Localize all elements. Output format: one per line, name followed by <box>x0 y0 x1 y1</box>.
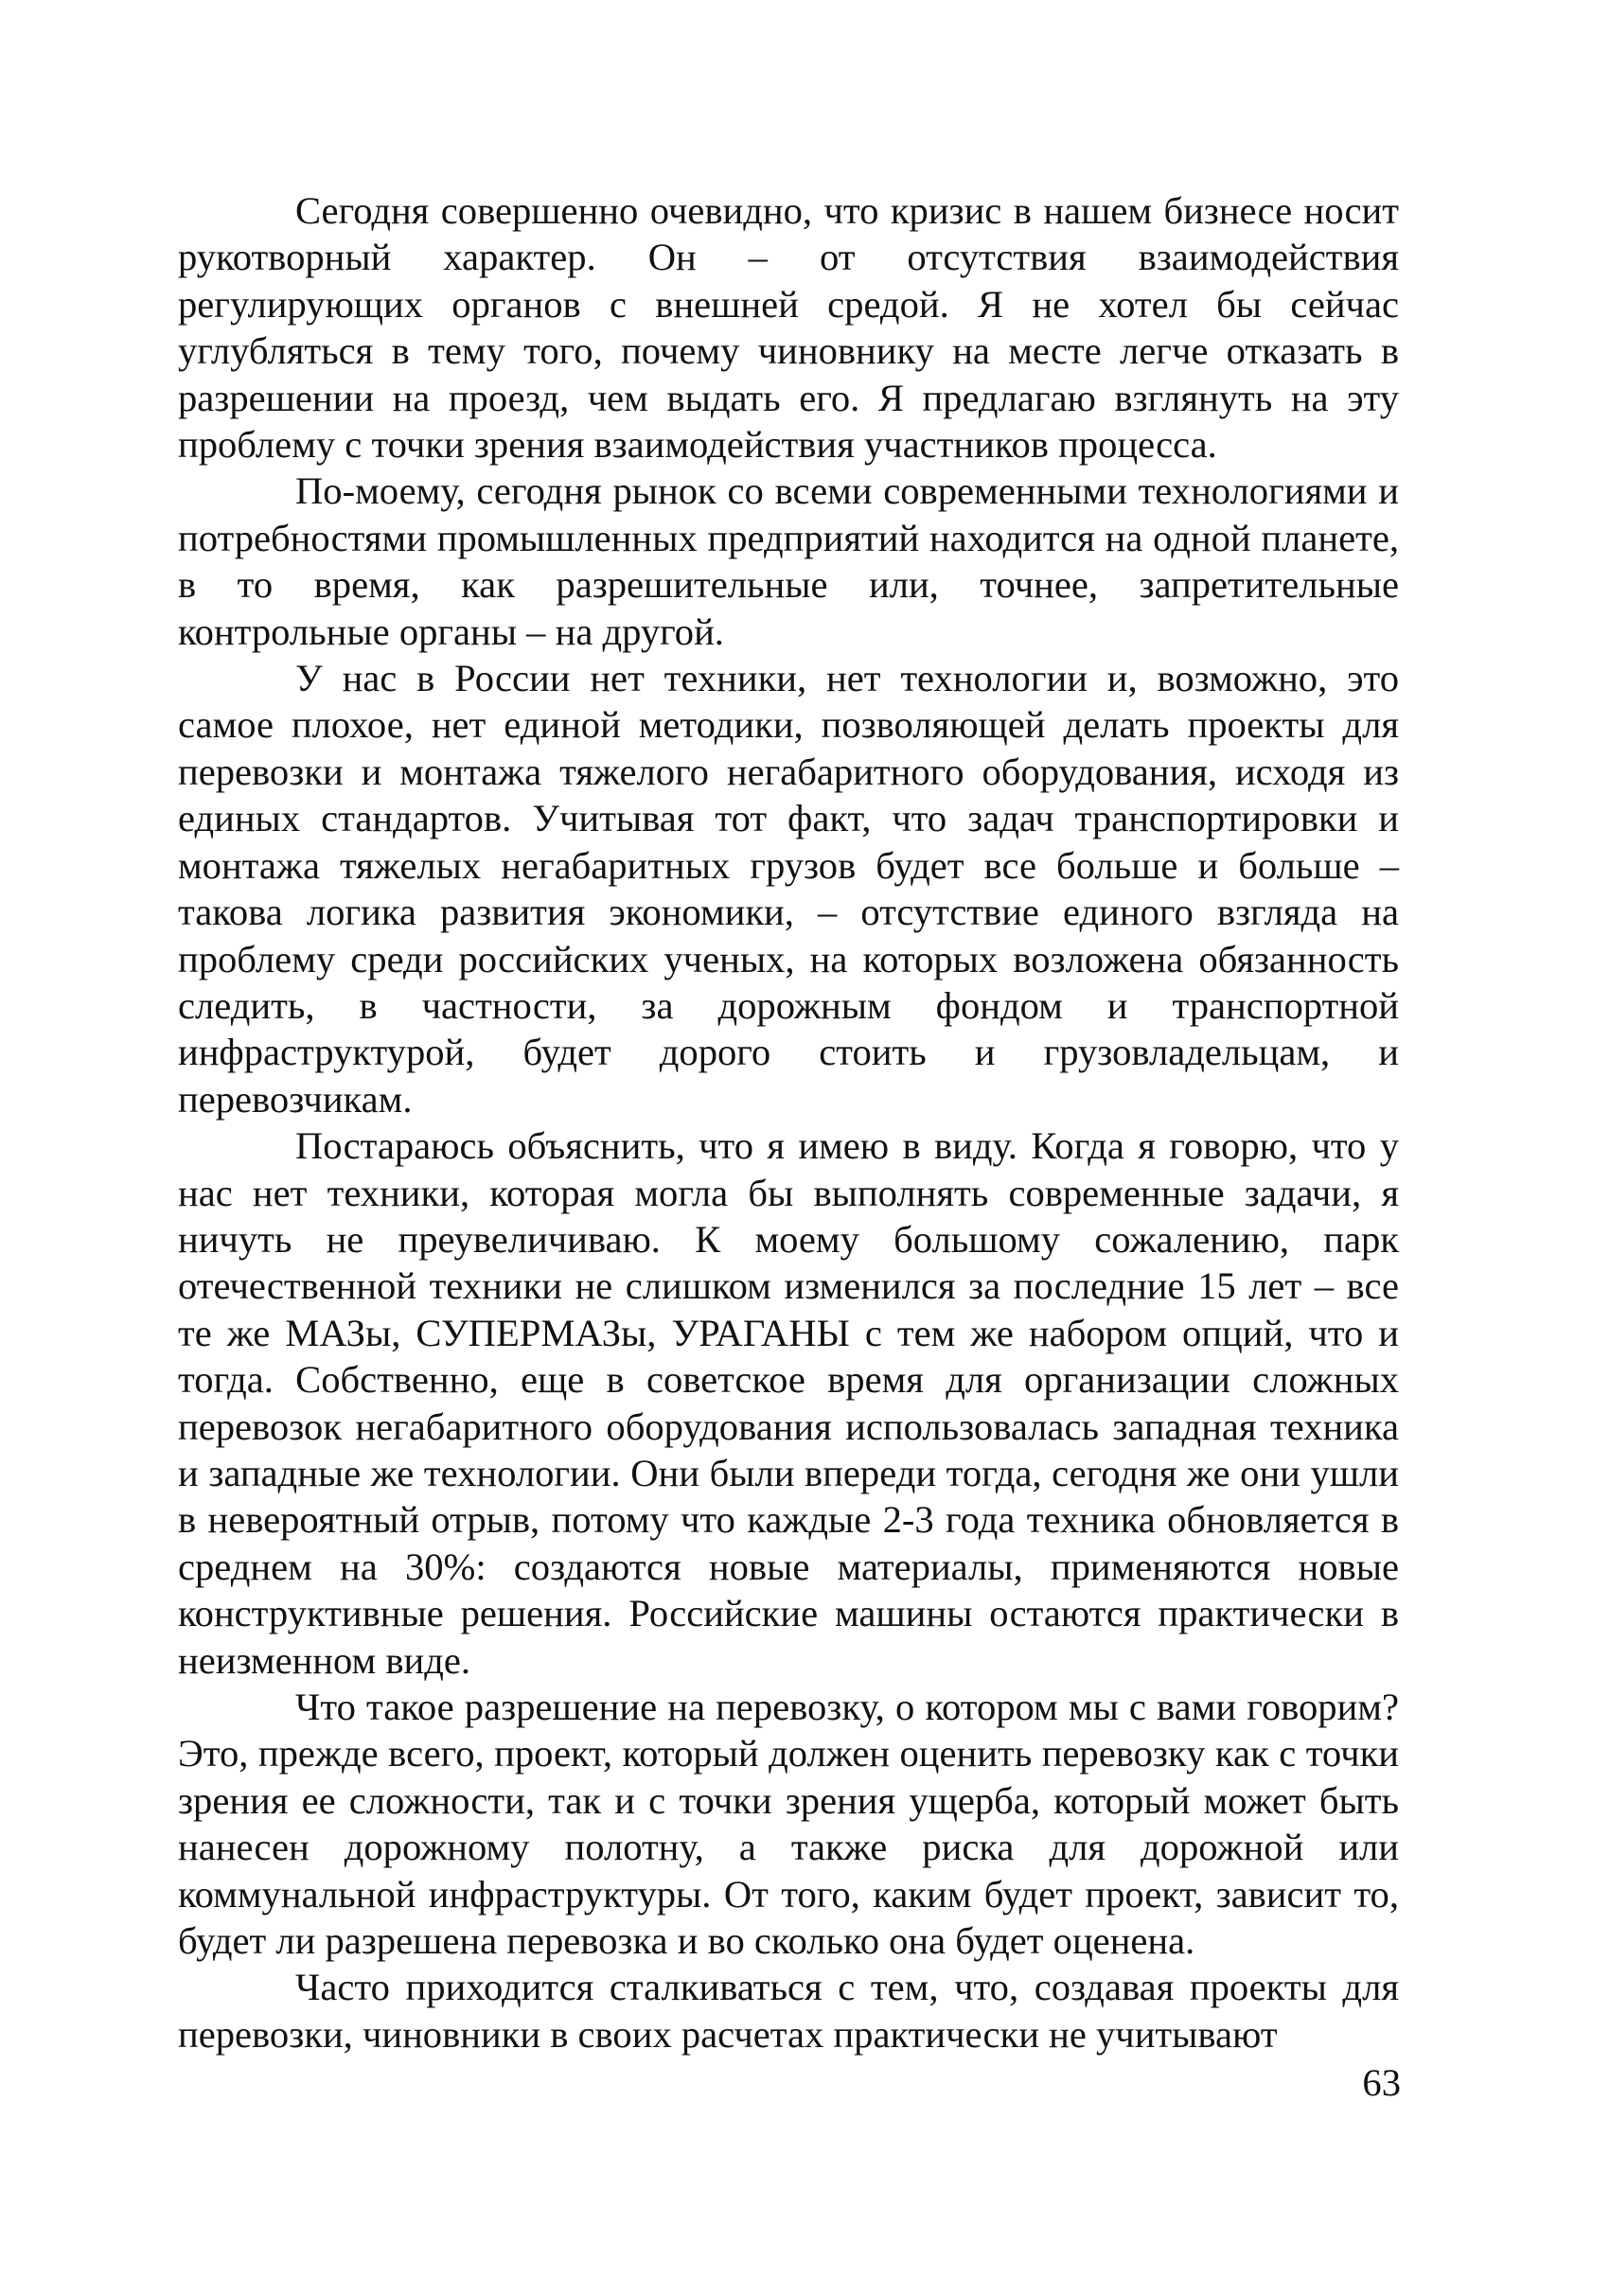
page-body <box>178 187 1399 2058</box>
page-number: 63 <box>1362 2061 1401 2104</box>
paragraph-5: Что такое разрешение на перевозку, о котором мы с вами говорим? Это, прежде всего, проект, который должен оценить перевозку как с точки зрения ее сложности, так и с точки зрения ущерба, который может быть нанесен дорожному полотну, а также риска для дорожной или коммунальной инфраструктуры. От того, каким будет проект, зависит то, будет ли разрешена перевозка и во сколько она будет оценена. <box>178 1686 1399 1963</box>
paragraph-2: По-моему, сегодня рынок со всеми современными технологиями и потребностями промышленных предприятий находится на одной планете, в то время, как разрешительные или, точнее, запретительные контрольные органы – на другой. <box>178 469 1399 653</box>
paragraph-4: Постараюсь объяснить, что я имею в виду. Когда я говорю, что у нас нет техники, которая могла бы выполнять современные задачи, я ничуть не преувеличиваю. К моему большому сожалению, парк отечественной техники не слишком изменился за последние 15 лет – все те же МАЗы, СУПЕРМАЗы, УРАГАНЫ с тем же набором опций, что и тогда. Собственно, еще в советское время для организации сложных перевозок негабаритного оборудования использовалась западная техника и западные же технологии. Они были впереди тогда, сегодня же они ушли в невероятный отрыв, потому что каждые 2-3 года техника обновляется в среднем на 30%: создаются новые материалы, применяются новые конструктивные решения. Российские машины остаются практически в неизменном виде. <box>178 1124 1399 1682</box>
paragraph-3: У нас в России нет техники, нет технологии и, возможно, это самое плохое, нет единой методики, позволяющей делать проекты для перевозки и монтажа тяжелого негабаритного оборудования, исходя из единых стандартов. Учитывая тот факт, что задач транспортировки и монтажа тяжелых негабаритных грузов будет все больше и больше – такова логика развития экономики, – отсутствие единого взгляда на проблему среди российских ученых, на которых возложена обязанность следить, в частности, за дорожным фондом и транспортной инфраструктурой, будет дорого стоить и грузовладельцам, и перевозчикам. <box>178 657 1399 1121</box>
paragraph-1: Сегодня совершенно очевидно, что кризис в нашем бизнесе носит рукотворный характер. Он – от отсутствия взаимодействия регулирующих органов с внешней средой. Я не хотел бы сейчас углубляться в тему того, почему чиновнику на месте легче отказать в разрешении на проезд, чем выдать его. Я предлагаю взглянуть на эту проблему с точки зрения взаимодействия участников процесса. <box>178 189 1399 467</box>
paragraph-6: Часто приходится сталкиваться с тем, что, создавая проекты для перевозки, чиновники в своих расчетах практически не учитывают <box>178 1966 1399 2056</box>
